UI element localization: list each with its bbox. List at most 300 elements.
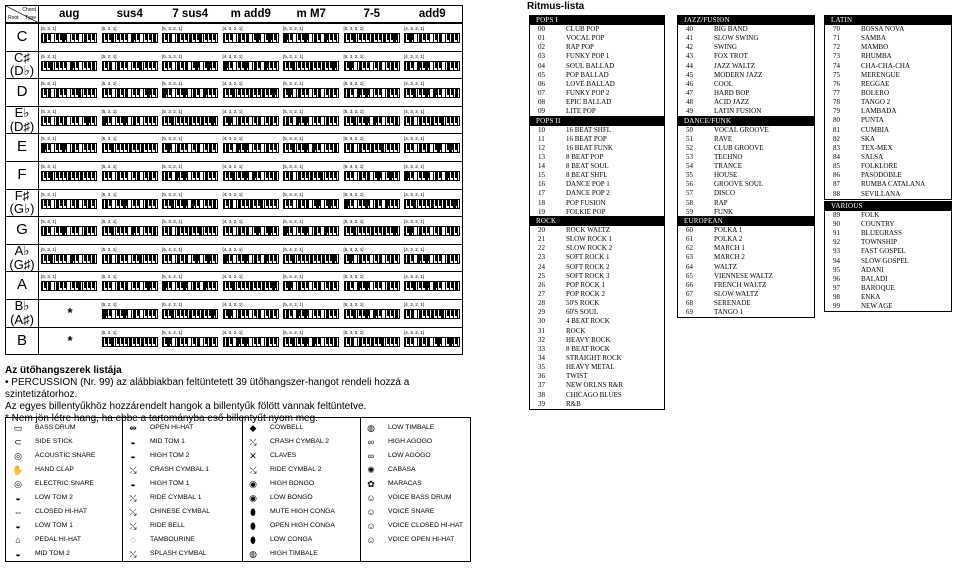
rhythm-name: COOL [714,79,734,88]
rhythm-number: 76 [833,79,840,88]
rhythm-number: 40 [686,25,693,33]
rhythm-item [678,153,814,162]
fingering-label: [4, 3, 2, 1] [404,219,425,225]
fingering-label: [4, 3, 2, 1] [222,246,243,252]
pressed-key-marker [441,310,444,318]
rhythm-name: FOX TROT [714,52,748,61]
notes-line: • PERCUSSION (Nr. 99) az alábbiakban feltüntetett 39 ütőhangszer-hangot rendeli hozzá a szintetizátorhoz. [5,377,410,400]
rhythm-number: 64 [686,262,693,271]
pressed-key-marker [125,282,128,290]
root-note-label: A [16,276,27,294]
keyboard-diagram [283,88,339,98]
rhythm-name: POP ROCK 2 [566,289,606,298]
pressed-key-marker [111,144,114,152]
keyboard-diagram [283,171,339,181]
rhythm-name: POP BALLAD [566,70,609,79]
rhythm-number: 32 [538,335,545,344]
fingering-label: [5, 3, 2, 1] [283,81,304,87]
rhythm-item [530,400,664,409]
fingering-label: [5, 3, 2, 1] [343,302,364,307]
notes-title: Az ütőhangszerek listája [5,365,122,376]
pressed-key-marker [425,172,428,180]
rhythm-number: 24 [538,262,545,271]
pressed-key-marker [232,282,235,290]
rhythm-number: 05 [538,70,545,79]
pressed-key-marker [389,172,392,180]
rhythm-section-heading: VARIOUS [825,202,951,211]
root-note-label: E♭ [14,104,30,120]
pressed-key-marker [353,227,356,235]
pressed-key-marker [117,172,120,180]
fingering-label: [5, 2, 1] [101,26,117,31]
rhythm-number: 79 [833,107,840,116]
keyboard-diagram [404,281,460,291]
fingering-label: [5, 2, 1] [101,81,117,87]
high-tom-2-icon: ◒ [130,451,136,461]
pressed-key-marker [272,89,275,97]
pressed-key-marker [92,255,95,263]
rhythm-name: FUNKY POP 2 [566,88,610,97]
rhythm-section-heading: POPS I [530,16,664,25]
root-note-label: G [16,221,28,239]
pressed-key-marker [292,255,295,263]
percussion-item [11,449,129,463]
rhythm-number: 72 [833,43,840,52]
rhythm-item [825,144,951,153]
rhythm-section [677,116,815,218]
rhythm-number: 74 [833,61,840,70]
keyboard-diagram [223,88,279,98]
rhythm-item [678,144,814,153]
percussion-item [11,463,129,477]
rhythm-name: REGGAE [861,79,890,88]
root-note-cell [6,161,39,189]
pressed-key-marker [292,62,295,70]
pressed-key-marker [137,172,140,180]
rhythm-name: HARD BOP [714,88,750,97]
pressed-key-marker [431,117,434,125]
pressed-key-marker [205,172,208,180]
pressed-key-marker [44,34,47,42]
fingering-label: [5, 4, 2, 1] [283,246,304,252]
keyboard-diagram [223,116,279,126]
hand-clap-icon: ✋ [12,465,24,475]
rhythm-item [678,71,814,80]
root-note-label: E [16,138,27,156]
pressed-key-marker [78,89,81,97]
root-note-label: F♯ [14,187,30,203]
pressed-key-marker [177,227,180,235]
row-divider [6,51,462,52]
fingering-label: [4, 3, 2, 1] [404,53,425,59]
root-note-cell [6,244,39,272]
pressed-key-marker [246,34,249,42]
pressed-key-marker [417,62,420,70]
corner-root-label: Root [8,15,19,21]
pressed-key-marker [92,62,95,70]
rhythm-item [678,126,814,135]
pressed-key-marker [84,34,87,42]
pressed-key-marker [405,172,408,180]
pressed-key-marker [433,89,436,97]
pressed-key-marker [395,117,398,125]
keyboard-diagram [283,199,339,209]
pressed-key-marker [310,62,313,70]
rhythm-number: 47 [686,88,693,97]
rhythm-item [825,275,951,284]
rhythm-number: 00 [538,25,545,33]
pressed-key-marker [163,89,166,97]
pressed-key-marker [244,62,247,70]
pressed-key-marker [244,338,247,346]
fingering-label: [5, 3, 2, 1] [162,219,183,225]
rhythm-number: 90 [833,219,840,228]
fingering-label: [5, 3, 1] [41,219,57,225]
rhythm-number: 89 [833,210,840,219]
no-sound-marker: * [67,305,73,320]
pressed-key-marker [455,89,458,97]
pressed-key-marker [224,62,227,70]
rhythm-item [530,290,664,299]
pressed-key-marker [56,117,59,125]
keyboard-diagram [102,116,158,126]
rhythm-item [530,80,664,89]
pressed-key-marker [195,255,198,263]
rhythm-name: NEW AGE [861,302,893,311]
pressed-key-marker [262,89,265,97]
rhythm-name: WALTZ [714,262,738,271]
fingering-label: [5, 2, 1] [101,136,117,142]
low-bongo-icon: ◉ [249,493,257,503]
rhythm-section [529,116,665,218]
electric-snare-icon: ◎ [14,479,22,489]
keyboard-diagram [41,88,97,98]
keyboard-diagram [404,171,460,181]
rhythm-name: MARCH 2 [714,253,745,262]
rhythm-number: 09 [538,107,545,116]
root-note-label: C [16,27,28,45]
percussion-label: PEDAL HI-HAT [35,536,82,543]
rhythm-name: RAVE [714,134,733,143]
rhythm-number: 43 [686,52,693,61]
percussion-label: SIDE STICK [35,438,73,445]
keyboard-diagram [102,281,158,291]
rhythm-name: POP ROCK 1 [566,280,606,289]
rhythm-name: DANCE POP 1 [566,180,610,189]
rhythm-section [677,216,815,318]
percussion-label: HIGH AGOGO [388,438,433,445]
rhythm-item [530,52,664,61]
root-note-label: B♭ [14,298,30,314]
keyboard-diagram [404,254,460,264]
rhythm-name: SLOW ROCK 2 [566,244,613,253]
fingering-label: [5, 3, 2, 1] [162,191,183,197]
pressed-key-marker [177,255,180,263]
pressed-key-marker [189,310,192,318]
keyboard-diagram [102,33,158,43]
keyboard-diagram [283,226,339,236]
pressed-key-marker [197,338,200,346]
rhythm-item [678,299,814,308]
pressed-key-marker [312,338,315,346]
pressed-key-marker [256,227,259,235]
rhythm-section-heading: DANCE/FUNK [678,117,814,126]
keyboard-diagram [344,337,400,347]
rhythm-section-heading: JAZZ/FUSION [678,16,814,25]
rhythm-item [825,52,951,61]
pressed-key-marker [379,255,382,263]
fingering-label: [4, 3, 2, 1] [222,53,243,59]
corner-chord-label: Chord [22,7,36,13]
pressed-key-marker [435,172,438,180]
fingering-label: [5, 3, 2, 1] [343,26,364,31]
pressed-key-marker [131,227,134,235]
rhythm-name: TWIST [566,372,588,381]
pressed-key-marker [292,338,295,346]
rhythm-name: CHA-CHA-CHA [861,61,910,70]
pressed-key-marker [133,310,136,318]
pressed-key-marker [359,338,362,346]
pressed-key-marker [431,310,434,318]
pressed-key-marker [332,62,335,70]
keyboard-diagram [404,143,460,153]
keyboard-diagram [344,116,400,126]
rhythm-number: 73 [833,52,840,61]
rhythm-name: BOLERO [861,88,889,97]
rhythm-number: 62 [686,244,693,253]
percussion-item [11,491,129,505]
rhythm-number: 99 [833,302,840,311]
keyboard-diagram [162,226,218,236]
pressed-key-marker [288,282,291,290]
rhythm-number: 37 [538,381,545,390]
rhythm-number: 82 [833,134,840,143]
rhythm-name: SWING [714,43,737,52]
root-note-cell [6,133,39,161]
keyboard-diagram [223,337,279,347]
notes-line: Az egyes billentyűkhöz hozzárendelt hangok a billentyűk fölött vannak feltüntetve. [5,401,367,412]
percussion-item [364,435,482,449]
pressed-key-marker [193,89,196,97]
rhythm-item [530,336,664,345]
percussion-label: CRASH CYMBAL 2 [270,438,330,445]
keyboard-diagram [162,33,218,43]
pressed-key-marker [203,89,206,97]
fingering-label: [5, 2, 1] [101,53,117,59]
rhythm-item [530,98,664,107]
rhythm-number: 86 [833,171,840,180]
pressed-key-marker [268,227,271,235]
percussion-item [246,547,364,561]
keyboard-diagram [344,171,400,181]
fingering-label: [4, 3, 2, 1] [404,274,425,280]
pressed-key-marker [441,117,444,125]
pressed-key-marker [141,338,144,346]
notes-section [5,365,475,425]
percussion-label: VOICE SNARE [388,508,435,515]
pressed-key-marker [244,255,247,263]
pressed-key-marker [72,144,75,152]
rhythm-item [530,189,664,198]
percussion-label: COWBELL [270,424,304,431]
fingering-label: [5, 3, 1] [41,108,57,114]
keyboard-diagram [41,226,97,236]
pressed-key-marker [195,62,198,70]
fingering-label: [5, 3, 1] [41,81,57,87]
keyboard-diagram [41,143,97,153]
root-note-cell [6,51,39,79]
rhythm-name: 50'S ROCK [566,299,600,308]
rhythm-item [530,199,664,208]
pressed-key-marker [177,34,180,42]
pressed-key-marker [359,144,362,152]
rhythm-section [824,15,952,200]
keyboard-diagram [41,171,97,181]
pressed-key-marker [316,200,319,208]
keyboard-diagram [344,309,400,319]
keyboard-diagram [283,281,339,291]
rhythm-item [825,229,951,238]
pressed-key-marker [351,338,354,346]
rhythm-item [678,180,814,189]
pressed-key-marker [76,200,79,208]
keyboard-diagram [162,88,218,98]
pressed-key-marker [125,89,128,97]
rhythm-item [678,89,814,98]
rhythm-item [530,162,664,171]
rhythm-name: MAMBO [861,43,889,52]
rhythm-name: RAP [714,198,728,207]
rhythm-number: 68 [686,299,693,308]
percussion-item [126,435,244,449]
percussion-label: RIDE CYMBAL 1 [150,494,202,501]
percussion-item [246,477,364,491]
pressed-key-marker [383,34,386,42]
percussion-label: VOICE OPEN HI-HAT [388,536,455,543]
pressed-key-marker [439,34,442,42]
pressed-key-marker [254,62,257,70]
notes-line: * Nem jön létre hang, ha ebbe a tartományba eső billentyűt nyom meg. [5,413,318,424]
pressed-key-marker [254,255,257,263]
pressed-key-marker [244,172,247,180]
pressed-key-marker [349,255,352,263]
cowbell-icon: ◆ [249,423,257,433]
rhythm-number: 52 [686,143,693,152]
pressed-key-marker [224,255,227,263]
percussion-label: LOW BONGO [270,494,313,501]
rhythm-item [530,171,664,180]
rhythm-name: RUMBA CATALANA [861,180,926,189]
fingering-label: [4, 3, 2, 1] [222,274,243,280]
pressed-key-marker [451,34,454,42]
pressed-key-marker [447,255,450,263]
voice-snare-icon: ☺ [366,507,376,517]
rhythm-item [530,235,664,244]
fingering-label: [5, 4, 2, 1] [162,302,183,307]
keyboard-diagram [404,116,460,126]
rhythm-number: 39 [538,399,545,408]
pressed-key-marker [111,338,114,346]
pressed-key-marker [296,310,299,318]
keyboard-diagram [162,116,218,126]
rhythm-number: 88 [833,189,840,198]
fingering-label: [4, 3, 2, 1] [404,246,425,252]
percussion-item [246,421,364,435]
rhythm-number: 10 [538,125,545,134]
fingering-label: [5, 3, 1] [41,26,57,31]
pressed-key-marker [270,117,273,125]
pressed-key-marker [264,255,267,263]
pressed-key-marker [381,144,384,152]
pressed-key-marker [326,117,329,125]
pressed-key-marker [62,227,65,235]
rhythm-name: ACID JAZZ [714,98,750,107]
rhythm-item [678,52,814,61]
open-hihat-icon: ⇹ [129,423,137,433]
root-note-label: (A♯) [10,311,34,327]
root-note-cell [6,78,39,106]
rhythm-name: GROOVE SOUL [714,180,764,189]
percussion-label: VOICE CLOSED HI-HAT [388,522,464,529]
rhythm-number: 20 [538,226,545,234]
fingering-label: [4, 3, 2, 1] [404,302,425,307]
percussion-label: HAND CLAP [35,466,74,473]
rhythm-item [530,381,664,390]
pressed-key-marker [266,338,269,346]
pressed-key-marker [387,89,390,97]
column-header: 7-5 [342,6,403,23]
pressed-key-marker [371,34,374,42]
pressed-key-marker [103,310,106,318]
fingering-label: [5, 2, 1] [101,302,117,307]
pressed-key-marker [230,200,233,208]
pressed-key-marker [284,34,287,42]
fingering-label: [5, 3, 1] [41,246,57,252]
pressed-key-marker [290,172,293,180]
fingering-label: [4, 3, 2, 1] [222,164,243,169]
pressed-key-marker [84,227,87,235]
fingering-label: [5, 3, 2, 1] [283,136,304,142]
percussion-label: TAMBOURINE [150,536,195,543]
keyboard-diagram [283,337,339,347]
fingering-label: [4, 3, 2, 1] [222,26,243,31]
percussion-label: RIDE BELL [150,522,185,529]
rhythm-name: COUNTRY [861,219,895,228]
root-note-cell [6,216,39,244]
rhythm-name: CHICAGO BLUES [566,390,622,399]
rhythm-number: 92 [833,238,840,247]
rhythm-name: SAMBA [861,34,886,43]
pressed-key-marker [185,62,188,70]
percussion-column-divider [360,418,361,561]
pressed-key-marker [62,144,65,152]
rhythm-item [678,263,814,272]
percussion-item [364,449,482,463]
keyboard-diagram [102,226,158,236]
rhythm-item [530,372,664,381]
rhythm-name: NEW ORLNS R&R [566,381,624,390]
pressed-key-marker [105,200,108,208]
rhythm-item [825,80,951,89]
pressed-key-marker [147,282,150,290]
rhythm-name: SOUL BALLAD [566,61,615,70]
pressed-key-marker [117,89,120,97]
rhythm-item [825,211,951,220]
rhythm-name: FOLKIE POP [566,207,606,216]
ride-bell-icon: ⤯ [129,521,137,531]
side-stick-icon: ⊂ [14,437,22,447]
keyboard-diagram [223,143,279,153]
